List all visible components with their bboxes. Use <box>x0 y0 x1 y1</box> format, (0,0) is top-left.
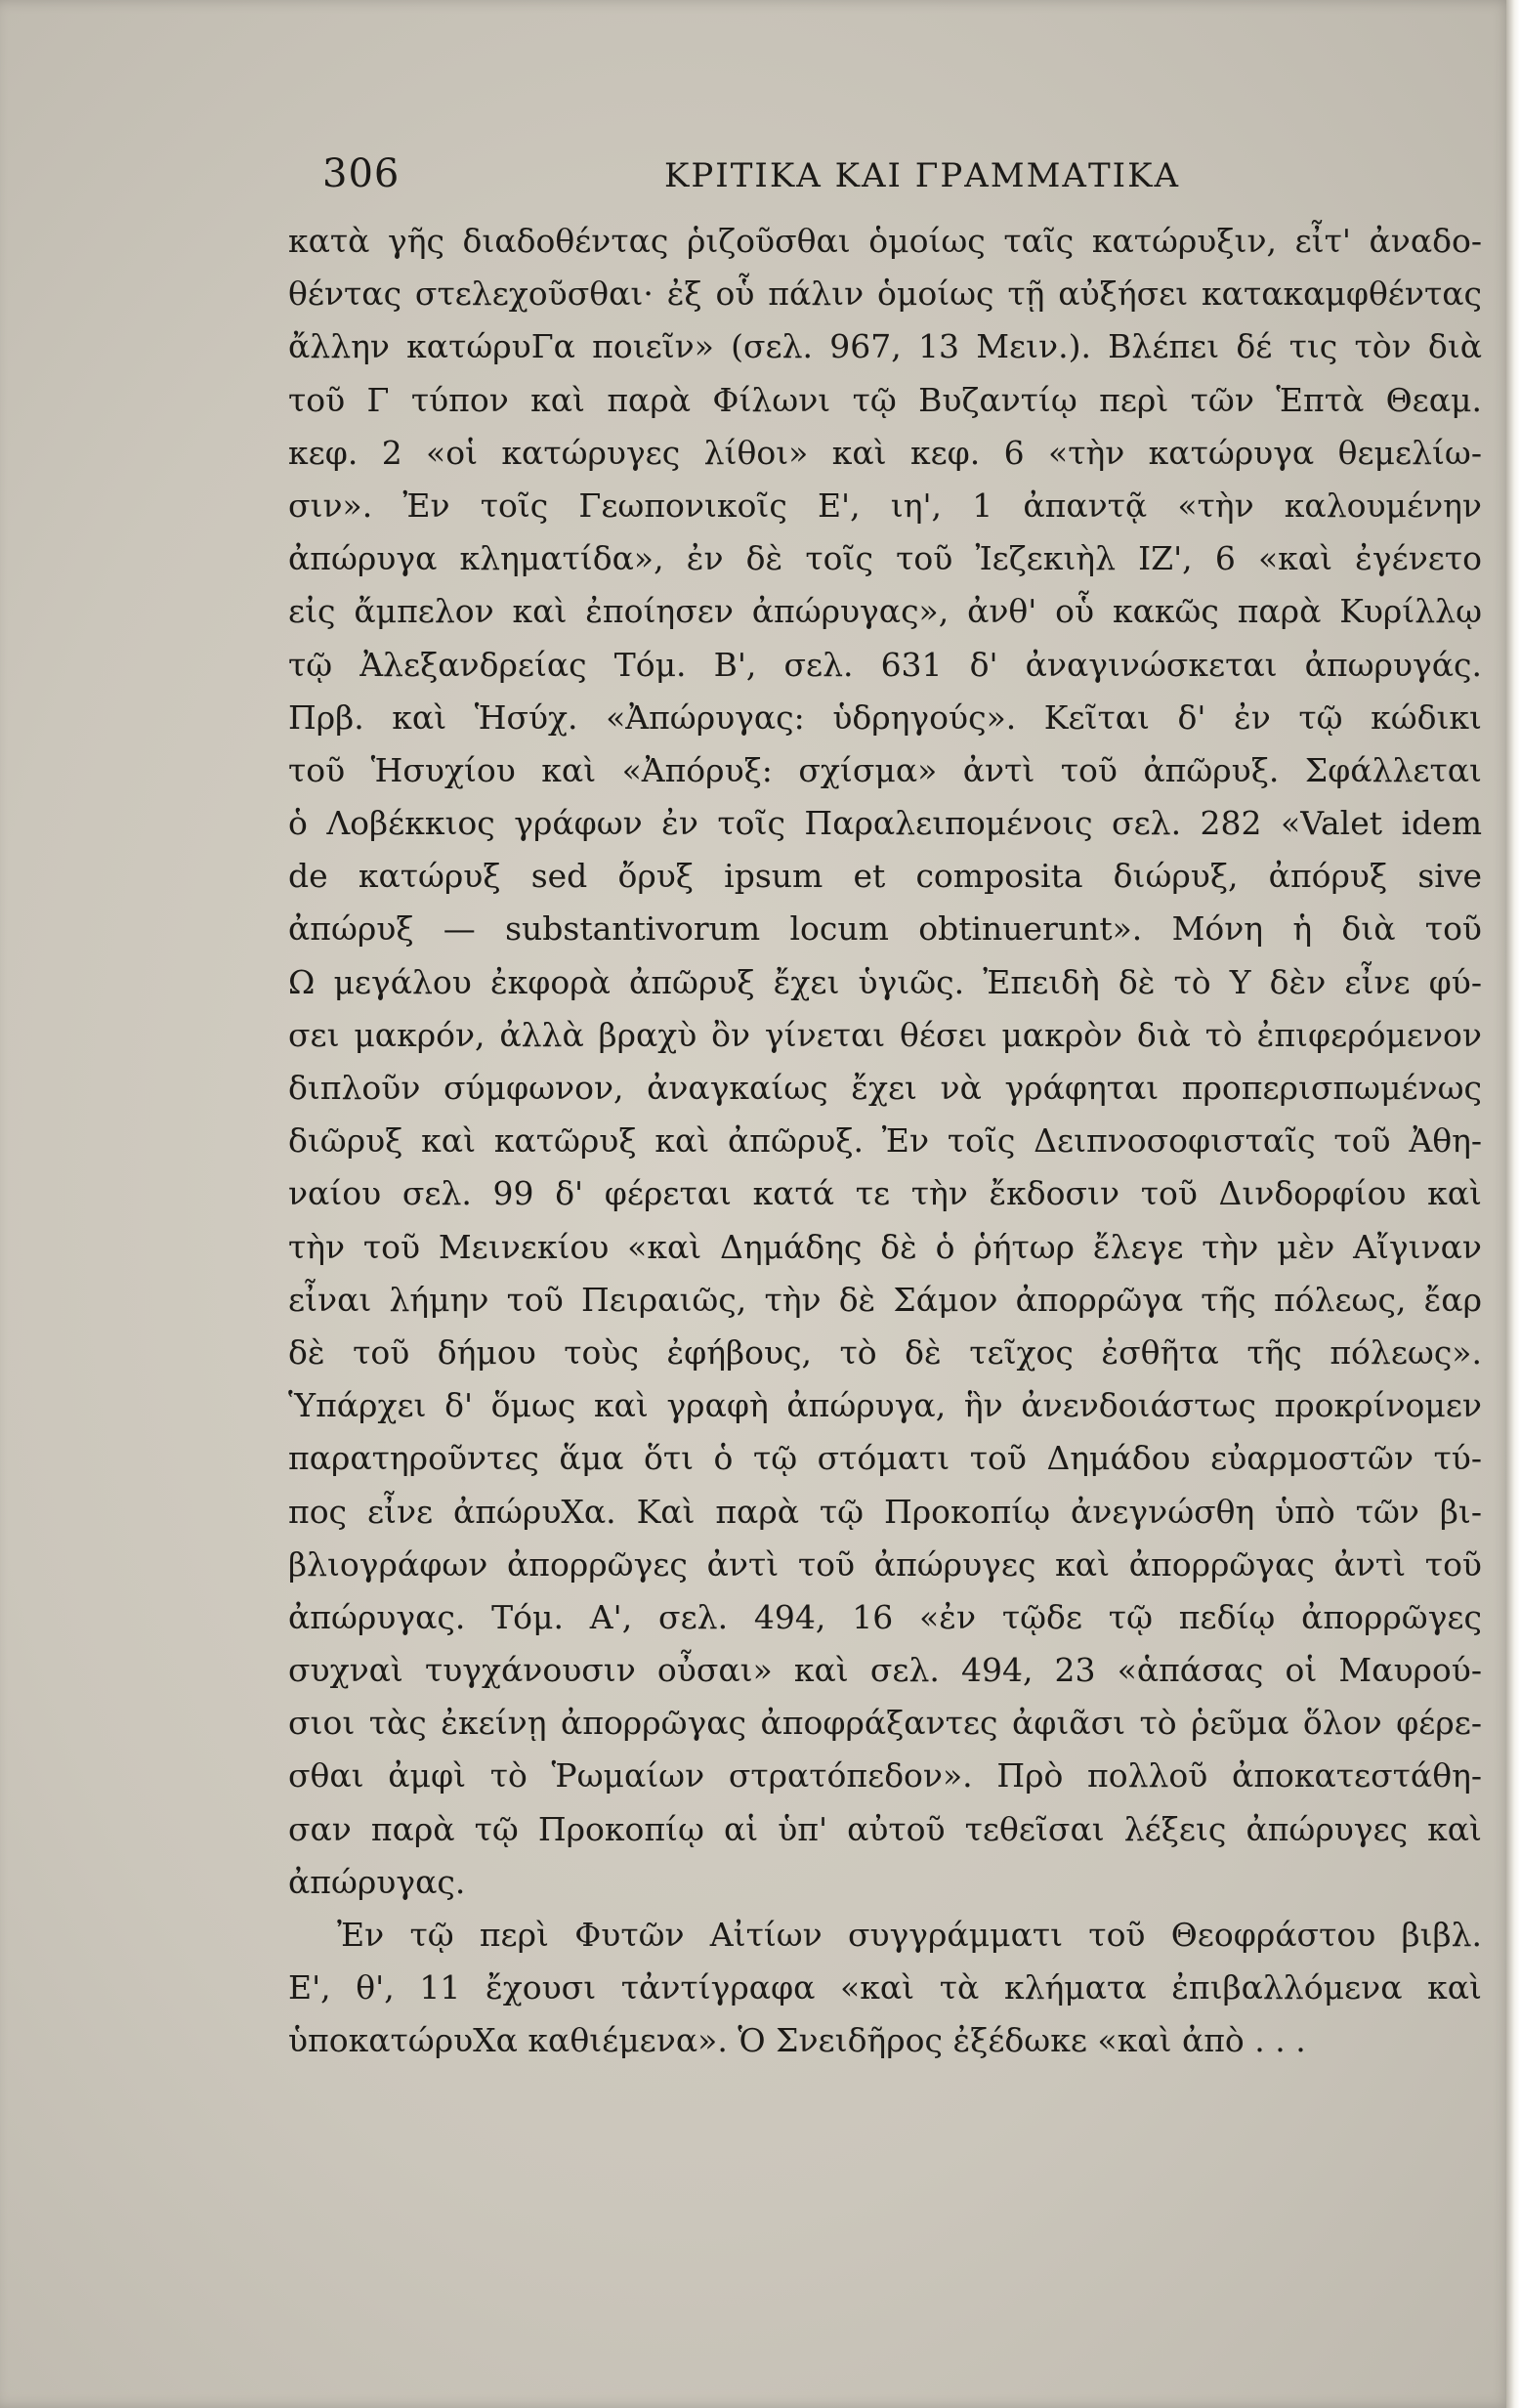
text-line: σθαι ἀμφὶ τὸ Ῥωμαίων στρατόπεδον». Πρὸ πολλοῦ ἀποκατεστάθη- <box>288 1756 1482 1795</box>
text-line: ἀπώρυγας. Τόμ. Α', σελ. 494, 16 «ἐν τῷδε τῷ πεδίῳ ἀπορρῶγες <box>288 1597 1482 1636</box>
text-line: ἀπώρυγας. <box>288 1862 466 1901</box>
text-line: σαν παρὰ τῷ Προκοπίῳ αἱ ὑπ' αὐτοῦ τεθεῖσαι λέξεις ἀπώρυγες καὶ <box>288 1809 1482 1848</box>
text-line: ναίου σελ. 99 δ' φέρεται κατά τε τὴν ἔκδοσιν τοῦ Δινδορφίου καὶ <box>288 1174 1482 1213</box>
text-line: ὑποκατώρυΧα καθιέμενα». Ὁ Σνειδῆρος ἐξέδωκε «καὶ ἀπὸ . . . <box>288 2021 1306 2060</box>
text-line: σιοι τὰς ἐκείνῃ ἀπορρῶγας ἀποφράξαντες ἀφιᾶσι τὸ ῥεῦμα ὅλον φέρε- <box>288 1704 1482 1743</box>
text-line: ἀπώρυξ — substantivorum locum obtinuerunt». Μόνη ἡ διὰ τοῦ <box>288 909 1482 949</box>
text-line: σιν». Ἐν τοῖς Γεωπονικοῖς Ε', ιη', 1 ἀπαντᾷ «τὴν καλουμένην <box>288 486 1482 525</box>
text-line: εἰς ἄμπελον καὶ ἐποίησεν ἀπώρυγας», ἀνθ' οὗ κακῶς παρὰ Κυρίλλῳ <box>288 592 1482 631</box>
text-line: θέντας στελεχοῦσθαι· ἐξ οὗ πάλιν ὁμοίως τῇ αὐξήσει κατακαμφθέντας <box>288 275 1482 314</box>
text-line: Ε', θ', 11 ἔχουσι τἀντίγραφα «καὶ τὰ κλήματα ἐπιβαλλόμενα καὶ <box>288 1968 1482 2007</box>
text-line: Ὑπάρχει δ' ὅμως καὶ γραφὴ ἀπώρυγα, ἣν ἀνενδοιάστως προκρίνομεν <box>288 1386 1482 1425</box>
page-edge <box>1506 0 1520 2408</box>
text-line: εἶναι λήμην τοῦ Πειραιῶς, τὴν δὲ Σάμον ἀπορρῶγα τῆς πόλεως, ἔαρ <box>288 1280 1482 1319</box>
text-line: Πρβ. καὶ Ἡσύχ. «Ἀπώρυγας: ὑδρηγούς». Κεῖται δ' ἐν τῷ κώδικι <box>288 697 1482 737</box>
text-line: ἄλλην κατώρυΓα ποιεῖν» (σελ. 967, 13 Μειν.). Βλέπει δέ τις τὸν διὰ <box>288 327 1482 366</box>
text-line: διῶρυξ καὶ κατῶρυξ καὶ ἀπῶρυξ. Ἐν τοῖς Δειπνοσοφισταῖς τοῦ Ἀθη- <box>288 1121 1482 1161</box>
text-line: τὴν τοῦ Μεινεκίου «καὶ Δημάδης δὲ ὁ ῥήτωρ ἔλεγε τὴν μὲν Αἴγιναν <box>288 1227 1482 1266</box>
text-line: de κατώρυξ sed ὄρυξ ipsum et composita διώρυξ, ἀπόρυξ sive <box>288 857 1482 896</box>
text-line: παρατηροῦντες ἅμα ὅτι ὁ τῷ στόματι τοῦ Δημάδου εὐαρμοστῶν τύ- <box>288 1439 1482 1478</box>
text-line: κεφ. 2 «οἱ κατώρυγες λίθοι» καὶ κεφ. 6 «τὴν κατώρυγα θεμελίω- <box>288 433 1482 472</box>
text-line: τοῦ Ἡσυχίου καὶ «Ἀπόρυξ: σχίσμα» ἀντὶ τοῦ ἀπῶρυξ. Σφάλλεται <box>288 750 1482 789</box>
text-line: πος εἶνε ἀπώρυΧα. Καὶ παρὰ τῷ Προκοπίῳ ἀνεγνώσθη ὑπὸ τῶν βι- <box>288 1492 1482 1531</box>
text-line: ὁ Λοβέκκιος γράφων ἐν τοῖς Παραλειπομένοις σελ. 282 «Valet idem <box>288 804 1482 843</box>
body-text <box>288 215 1482 2068</box>
text-line: σει μακρόν, ἀλλὰ βραχὺ ὂν γίνεται θέσει μακρὸν διὰ τὸ ἐπιφερόμενον <box>288 1015 1482 1054</box>
text-line: κατὰ γῆς διαδοθέντας ῥιζοῦσθαι ὁμοίως ταῖς κατώρυξιν, εἶτ' ἀναδο- <box>288 222 1482 260</box>
page-header <box>0 145 1512 203</box>
text-line: διπλοῦν σύμφωνον, ἀναγκαίως ἔχει νὰ γράφηται προπερισπωμένως <box>288 1069 1482 1107</box>
text-line: Ἐν τῷ περὶ Φυτῶν Αἰτίων συγγράμματι τοῦ Θεοφράστου βιβλ. <box>337 1916 1482 1954</box>
text-line: τοῦ Γ τύπον καὶ παρὰ Φίλωνι τῷ Βυζαντίῳ περὶ τῶν Ἑπτὰ Θεαμ. <box>288 380 1482 419</box>
text-line: Ω μεγάλου ἐκφορὰ ἀπῶρυξ ἔχει ὑγιῶς. Ἐπειδὴ δὲ τὸ Υ δὲν εἶνε φύ- <box>288 962 1482 1001</box>
text-line: βλιογράφων ἀπορρῶγες ἀντὶ τοῦ ἀπώρυγες καὶ ἀπορρῶγας ἀντὶ τοῦ <box>288 1544 1482 1584</box>
text-line: ἀπώρυγα κληματίδα», ἐν δὲ τοῖς τοῦ Ἰεζεκιὴλ ΙΖ', 6 «καὶ ἐγένετο <box>288 539 1482 578</box>
text-line: συχναὶ τυγχάνουσιν οὖσαι» καὶ σελ. 494, 23 «ἁπάσας οἱ Μαυρού- <box>288 1651 1482 1690</box>
text-line: δὲ τοῦ δήμου τοὺς ἐφήβους, τὸ δὲ τεῖχος ἐσθῆτα τῆς πόλεως». <box>288 1332 1482 1372</box>
text-line: τῷ Ἀλεξανδρείας Τόμ. Β', σελ. 631 δ' ἀναγινώσκεται ἀπωρυγάς. <box>288 645 1482 684</box>
page-number: 306 <box>322 151 401 196</box>
running-head: ΚΡΙΤΙΚΑ ΚΑΙ ΓΡΑΜΜΑΤΙΚΑ <box>664 156 1181 195</box>
